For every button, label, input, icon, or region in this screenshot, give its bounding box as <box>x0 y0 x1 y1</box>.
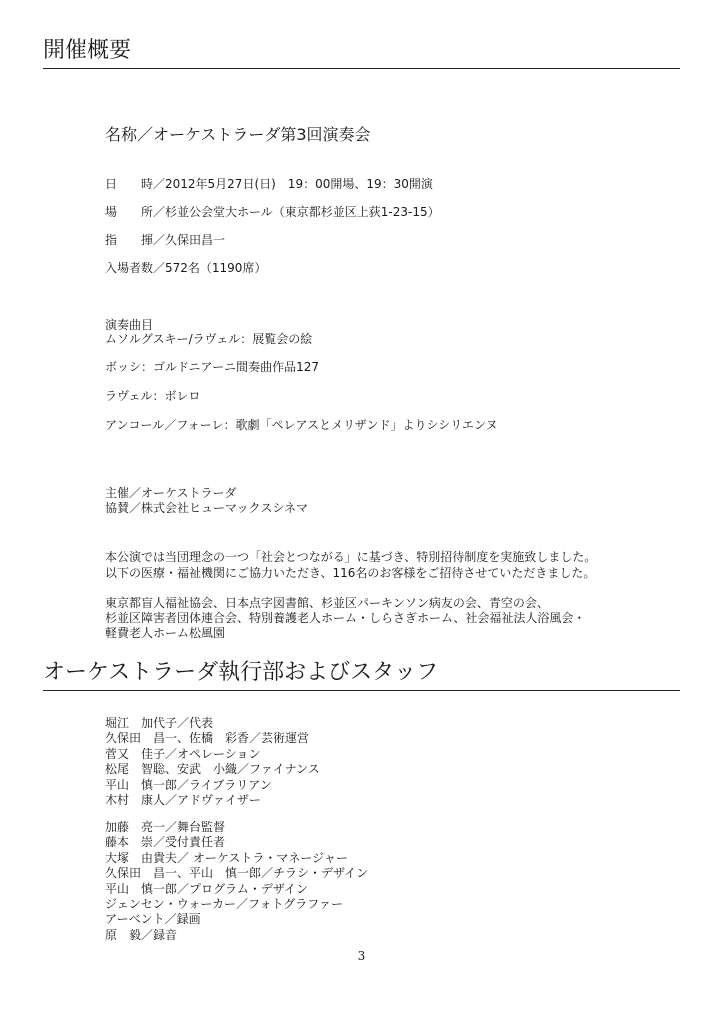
organizer: 主催／オーケストラーダ <box>105 486 237 500</box>
list-item: 木村 康人／アドヴァイザー <box>105 793 261 808</box>
institutions-line: 杉並区障害者団体連合会、特別養護老人ホーム・しらさぎホーム、社会福祉法人浴風会・ <box>105 611 586 625</box>
sponsor: 協賛／株式会社ヒューマックスシネマ <box>105 501 309 515</box>
list-item: 藤本 崇／受付責任者 <box>105 835 226 850</box>
attendance: 入場者数／572名（1190席） <box>105 261 267 275</box>
page-number: 3 <box>357 949 366 963</box>
program-item: ムソルグスキー/ラヴェル：展覧会の絵 <box>105 332 313 346</box>
info-venue-label: 場 所 <box>105 205 153 219</box>
list-item: 平山 慎一郎／ライブラリアン <box>105 777 272 792</box>
info-date <box>105 177 433 192</box>
info-venue <box>105 205 440 220</box>
list-item: 堀江 加代子／代表 <box>105 716 214 730</box>
list-item: 菅又 佳子／オペレーション <box>105 746 261 761</box>
program-item-encore: アンコール／フォーレ：歌劇「ペレアスとメリザンド」よりシシリエンヌ <box>105 418 498 432</box>
section-heading-overview: 開催概要 <box>43 38 680 69</box>
program-heading: 演奏曲目 <box>105 318 154 332</box>
concert-title: 名称／オーケストラーダ第3回演奏会 <box>105 125 371 144</box>
info-conductor-label: 指 揮 <box>105 233 153 247</box>
list-item: 久保田 昌一、佐橋 彩香／芸術運営 <box>105 731 310 746</box>
list-item: 加藤 亮一／舞台監督 <box>105 820 226 834</box>
list-item: 大塚 由貴夫／ オーケストラ・マネージャー <box>105 850 348 865</box>
institutions-line: 東京都盲人福祉協会、日本点字図書館、杉並区パーキンソン病友の会、青空の会、 <box>105 596 549 610</box>
executive-list <box>105 716 320 808</box>
invite-text-line: 本公演では当団理念の一つ「社会とつながる」に基づき、特別招待制度を実施致しました。 <box>105 550 597 564</box>
info-date-value: ／2012年5月27日(日) 19：00開場、19：30開演 <box>153 177 433 191</box>
staff-list <box>105 820 368 943</box>
info-conductor <box>105 233 225 248</box>
info-conductor-value: ／久保田昌一 <box>153 233 226 247</box>
info-date-label: 日 時 <box>105 177 153 191</box>
list-item: 久保田 昌一、平山 慎一郎／チラシ・デザイン <box>105 866 369 881</box>
list-item: 松尾 智聡、安武 小織／ファイナンス <box>105 762 320 777</box>
list-item: 平山 慎一郎／プログラム・デザイン <box>105 881 309 896</box>
list-item: アーベント／録画 <box>105 912 201 927</box>
program-item: ボッシ：ゴルドニアーニ間奏曲作品127 <box>105 360 320 374</box>
program-item: ラヴェル：ボレロ <box>105 389 201 403</box>
institutions-line: 軽費老人ホーム松風園 <box>105 626 226 640</box>
list-item: ジェンセン・ウォーカー／フォトグラファー <box>105 897 343 912</box>
invite-text-line: 以下の医療・福祉機関にご協力いただき、116名のお客様をご招待させていただきました。 <box>105 566 596 580</box>
list-item: 原 毅／録音 <box>105 927 178 942</box>
section-heading-staff: オーケストラーダ執行部およびスタッフ <box>43 660 680 691</box>
info-venue-value: ／杉並公会堂大ホール（東京都杉並区上荻1-23-15） <box>153 205 440 219</box>
